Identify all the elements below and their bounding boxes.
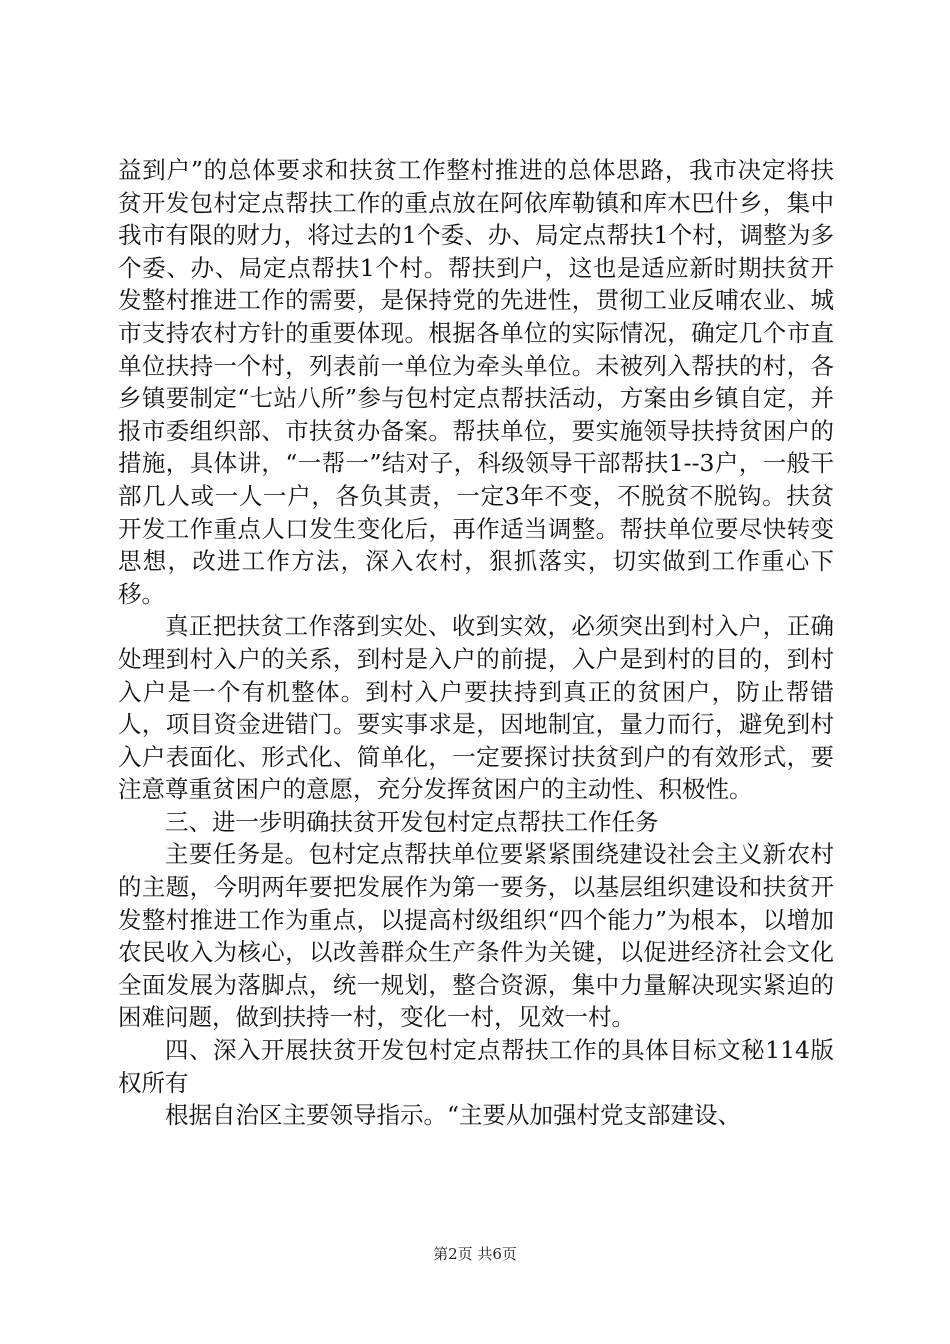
paragraph-6: 根据自治区主要领导指示。“主要从加强村党支部建设、 <box>165 1101 742 1130</box>
section-heading-4: 四、深入开展扶贫开发包村定点帮扶工作的具体目标文秘114版权所有 <box>118 1036 834 1097</box>
paragraph-4: 主要任务是。包村定点帮扶单位要紧紧围绕建设社会主义新农村的主题，今明两年要把发展作为第一要务，以基层组织建设和扶贫开发整村推进工作为重点，以提高村级组织“四个能力”为根本，以增加农民收入为核心，以改善群众生产条件为关键，以促进经济社会文化全面发展为落脚点，统一规划，整合资源，集中力量解决现实紧迫的困难问题，做到扶持一村，变化一村，见效一村。 <box>118 840 834 1032</box>
page-footer: 第2页 共6页 <box>433 1245 517 1263</box>
document-body <box>118 154 834 1132</box>
paragraph-1: 益到户”的总体要求和扶贫工作整村推进的总体思路，我市决定将扶贫开发包村定点帮扶工作的重点放在阿依库勒镇和库木巴什乡，集中我市有限的财力，将过去的1个委、办、局定点帮扶1个村，调整为多个委、办、局定点帮扶1个村。帮扶到户，这也是适应新时期扶贫开发整村推进工作的需要，是保持党的先进性，贯彻工业反哺农业、城市支持农村方针的重要体现。根据各单位的实际情况，确定几个市直单位扶持一个村，列表前一单位为牵头单位。未被列入帮扶的村，各乡镇要制定“七站八所”参与包村定点帮扶活动，方案由乡镇自定，并报市委组织部、市扶贫办备案。帮扶单位，要实施领导扶持贫困户的措施，具体讲，“一帮一”结对子，科级领导干部帮扶1--3户，一般干部几人或一人一户，各负其责，一定3年不变，不脱贫不脱钩。扶贫开发工作重点人口发生变化后，再作适当调整。帮扶单位要尽快转变思想，改进工作方法，深入农村，狠抓落实，切实做到工作重心下移。 <box>118 156 834 608</box>
section-heading-3: 三、进一步明确扶贫开发包村定点帮扶工作任务 <box>165 807 659 836</box>
paragraph-2: 真正把扶贫工作落到实处、收到实效，必须突出到村入户，正确处理到村入户的关系，到村是入户的前提，入户是到村的目的，到村入户是一个有机整体。到村入户要扶持到真正的贫困户，防止帮错人，项目资金进错门。要实事求是，因地制宜，量力而行，避免到村入户表面化、形式化、简单化，一定要探讨扶贫到户的有效形式，要注意尊重贫困户的意愿，充分发挥贫困户的主动性、积极性。 <box>118 612 834 804</box>
